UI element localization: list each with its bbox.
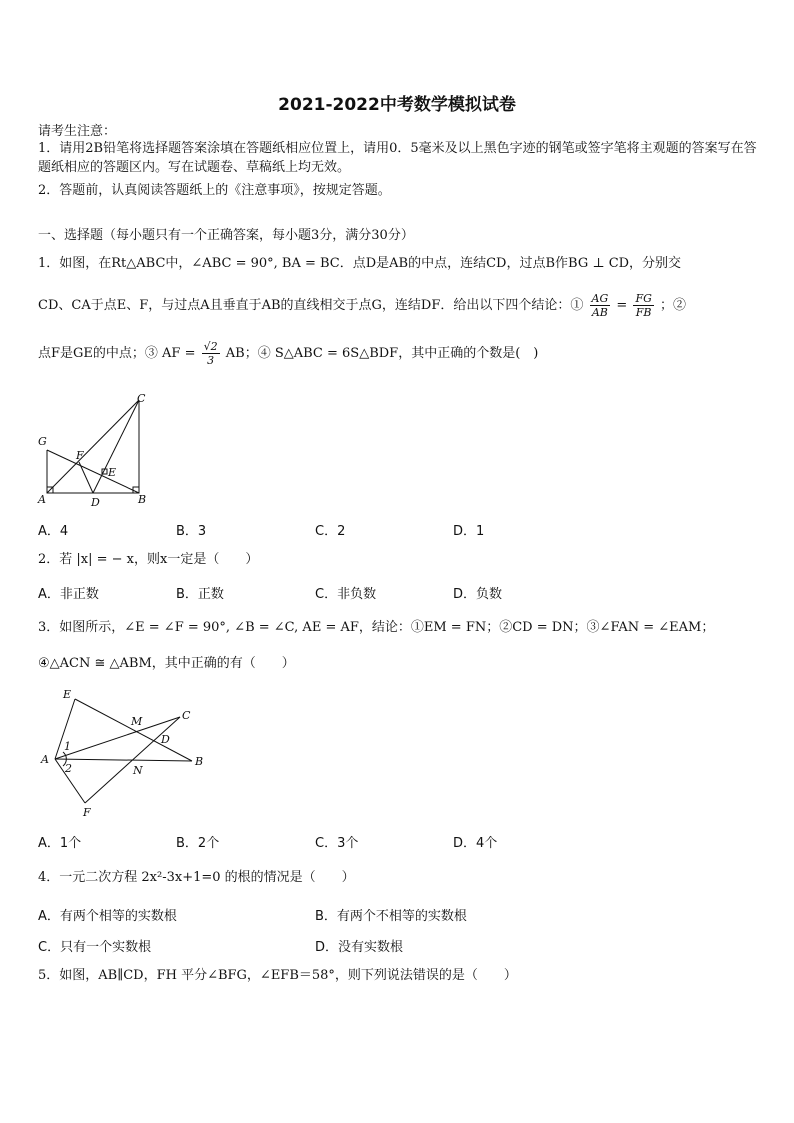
q1-option-d[interactable]: D．1 bbox=[453, 524, 485, 539]
q5-stem: 5．如图，AB∥CD，FH 平分∠BFG，∠EFB＝58°，则下列说法错误的是（ ） bbox=[38, 968, 517, 983]
q3-fig-label-m: M bbox=[131, 715, 143, 728]
q1-fig-line-ac bbox=[47, 400, 139, 493]
q4-option-d[interactable]: D．没有实数根 bbox=[315, 940, 404, 955]
q1-figure bbox=[30, 390, 170, 515]
q1-fig-label-d: D bbox=[91, 496, 100, 509]
page-title: 2021-2022中考数学模拟试卷 bbox=[278, 95, 516, 115]
q1-fig-label-e: E bbox=[108, 466, 117, 479]
section-heading: 一、选择题（每小题只有一个正确答案，每小题3分，满分30分） bbox=[38, 228, 414, 243]
q1-fig-label-g: G bbox=[38, 435, 47, 448]
q3-figure bbox=[35, 686, 220, 821]
q3-fig-label-e: E bbox=[63, 688, 72, 701]
q2-option-c[interactable]: C．非负数 bbox=[315, 587, 377, 602]
q3-option-b[interactable]: B．2个 bbox=[176, 836, 220, 851]
q1-fig-line-gb bbox=[47, 450, 139, 493]
q3-fig-label-b: B bbox=[195, 755, 204, 768]
q1-fraction-fg-fb bbox=[633, 292, 653, 319]
q1-line-3-end: AB；④ S△ABC = 6S△BDF，其中正确的个数是( ) bbox=[225, 346, 539, 361]
q3-fig-label-d: D bbox=[161, 733, 170, 746]
q4-option-b[interactable]: B．有两个不相等的实数根 bbox=[315, 909, 467, 924]
q1-option-b[interactable]: B．3 bbox=[176, 524, 207, 539]
q3-line-1: 3．如图所示，∠E = ∠F = 90°, ∠B = ∠C, AE = AF，结论：①EM = FN；②CD = DN；③∠FAN = ∠EAM； bbox=[38, 620, 715, 635]
q1-fig-label-f: F bbox=[76, 449, 84, 462]
q3-option-c[interactable]: C．3个 bbox=[315, 836, 359, 851]
q3-option-d[interactable]: D．4个 bbox=[453, 836, 498, 851]
q3-fig-line-eb bbox=[75, 699, 192, 761]
q1-fig-label-c: C bbox=[137, 392, 146, 405]
q1-line-2-text: CD、CA于点E、F，与过点A且垂直于AB的直线相交于点G，连结DF．给出以下四个结论：① bbox=[38, 298, 584, 313]
q1-fig-line-fd bbox=[79, 462, 93, 493]
q4-option-c[interactable]: C．只有一个实数根 bbox=[38, 940, 152, 955]
q1-equals: = bbox=[616, 298, 628, 313]
q1-line-2 bbox=[38, 292, 686, 319]
q1-frac1-den: AB bbox=[591, 306, 608, 319]
q3-fig-label-a: A bbox=[41, 753, 49, 766]
q2-option-d[interactable]: D．负数 bbox=[453, 587, 503, 602]
notice-item-1: 1．请用2B铅笔将选择题答案涂填在答题纸相应位置上，请用0．5毫米及以上黑色字迹的钢笔或签字笔将主观题的答案写在答题纸相应的答题区内。写在试题卷、草稿纸上均无效。 bbox=[38, 141, 757, 175]
q1-frac3-den: 3 bbox=[207, 354, 215, 367]
q4-stem: 4．一元二次方程 2x²-3x+1=0 的根的情况是（ ） bbox=[38, 870, 355, 885]
q2-stem: 2．若 |x| = − x，则x一定是（ ） bbox=[38, 552, 259, 567]
q1-fig-label-b: B bbox=[138, 493, 147, 506]
q4-option-a[interactable]: A．有两个相等的实数根 bbox=[38, 909, 177, 924]
q1-frac3-num: √2 bbox=[203, 340, 218, 353]
q3-fig-label-f: F bbox=[83, 806, 91, 819]
q1-fig-label-a: A bbox=[38, 493, 46, 506]
q1-line-3 bbox=[38, 340, 538, 367]
q3-fig-label-1: 1 bbox=[64, 740, 71, 753]
q3-fig-label-n: N bbox=[133, 764, 143, 777]
q3-option-a[interactable]: A．1个 bbox=[38, 836, 82, 851]
q2-option-a[interactable]: A．非正数 bbox=[38, 587, 99, 602]
notice-heading: 请考生注意： bbox=[38, 124, 117, 139]
q2-option-b[interactable]: B．正数 bbox=[176, 587, 224, 602]
q1-frac2-num: FG bbox=[635, 292, 652, 305]
q1-fig-line-dc bbox=[93, 400, 139, 493]
q1-frac2-den: FB bbox=[635, 306, 652, 319]
q3-fig-line-ab bbox=[55, 759, 192, 761]
q3-fig-label-c: C bbox=[182, 709, 191, 722]
q1-option-c[interactable]: C．2 bbox=[315, 524, 346, 539]
notice-item-2: 2．答题前，认真阅读答题纸上的《注意事项》，按规定答题。 bbox=[38, 183, 391, 198]
q1-fraction-ag-ab bbox=[590, 292, 611, 319]
q1-line-2-end: ；② bbox=[660, 298, 687, 313]
q1-option-a[interactable]: A．4 bbox=[38, 524, 69, 539]
q1-fraction-sqrt2-3 bbox=[202, 340, 220, 367]
q1-frac1-num: AG bbox=[591, 292, 609, 305]
q3-fig-label-2: 2 bbox=[65, 762, 72, 775]
q3-line-2: ④△ACN ≅ △ABM，其中正确的有（ ） bbox=[38, 656, 295, 671]
q1-line-3-text: 点F是GE的中点；③ AF = bbox=[38, 346, 196, 361]
q1-line-1: 1．如图，在Rt△ABC中，∠ABC = 90°, BA = BC．点D是AB的中点，连结CD，过点B作BG ⊥ CD，分别交 bbox=[38, 256, 682, 271]
